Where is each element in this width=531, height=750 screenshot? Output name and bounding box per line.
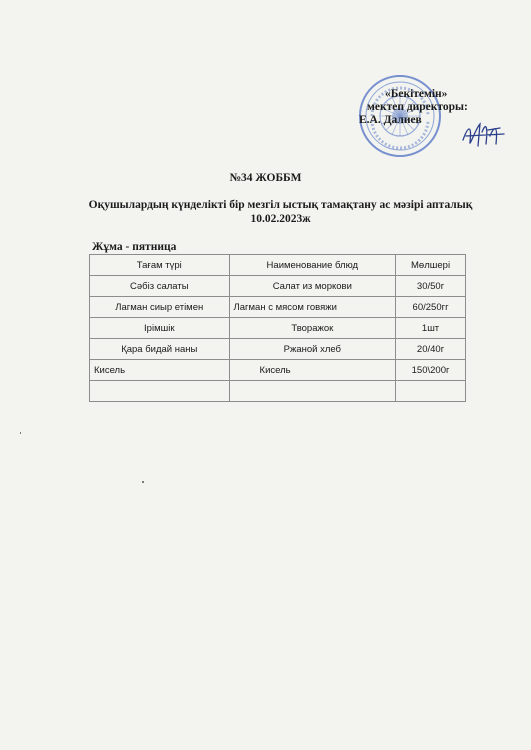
header-portion: Мөлшері	[396, 255, 466, 276]
scan-speck	[142, 481, 144, 483]
weekday-label: Жұма - пятница	[92, 241, 177, 253]
menu-table	[89, 254, 466, 402]
cell-dish-ru: Лагман с мясом говяжи	[229, 297, 396, 318]
cell-dish-kk: Лагман сиыр етімен	[90, 297, 230, 318]
table-header-row	[90, 255, 466, 276]
cell-dish-ru: Творажок	[229, 318, 396, 339]
approval-line-approve: «Бекітемін»	[385, 88, 448, 100]
cell-portion: 20/40г	[396, 339, 466, 360]
cell-dish-kk: Ірімшік	[90, 318, 230, 339]
menu-title: Оқушылардың күнделікті бір мезгіл ыстық тамақтану ас мәзірі апталық	[88, 199, 473, 211]
signature-icon	[460, 118, 506, 150]
table-row	[90, 381, 466, 402]
cell-dish-kk: Кисель	[90, 360, 230, 381]
cell-portion: 1шт	[396, 318, 466, 339]
cell-portion: 30/50г	[396, 276, 466, 297]
table-row	[90, 318, 466, 339]
approval-line-name: Е.А. Далиев	[359, 114, 422, 126]
cell-empty	[90, 381, 230, 402]
cell-dish-ru: Ржаной хлеб	[229, 339, 396, 360]
cell-empty	[396, 381, 466, 402]
table-row	[90, 276, 466, 297]
table-row	[90, 360, 466, 381]
cell-dish-ru: Салат из моркови	[229, 276, 396, 297]
cell-dish-kk: Қара бидай наны	[90, 339, 230, 360]
approval-line-position: мектеп директоры:	[367, 101, 468, 113]
cell-dish-kk: Сәбіз салаты	[90, 276, 230, 297]
table-row	[90, 297, 466, 318]
header-dish-type: Тағам түрі	[90, 255, 230, 276]
menu-date: 10.02.2023ж	[250, 213, 311, 225]
cell-empty	[229, 381, 396, 402]
scan-speck	[20, 432, 21, 434]
header-dish-name: Наименование блюд	[229, 255, 396, 276]
table-row	[90, 339, 466, 360]
cell-dish-ru: Кисель	[229, 360, 396, 381]
cell-portion: 60/250гг	[396, 297, 466, 318]
school-name: №34 ЖОББМ	[229, 172, 302, 184]
cell-portion: 150\200г	[396, 360, 466, 381]
